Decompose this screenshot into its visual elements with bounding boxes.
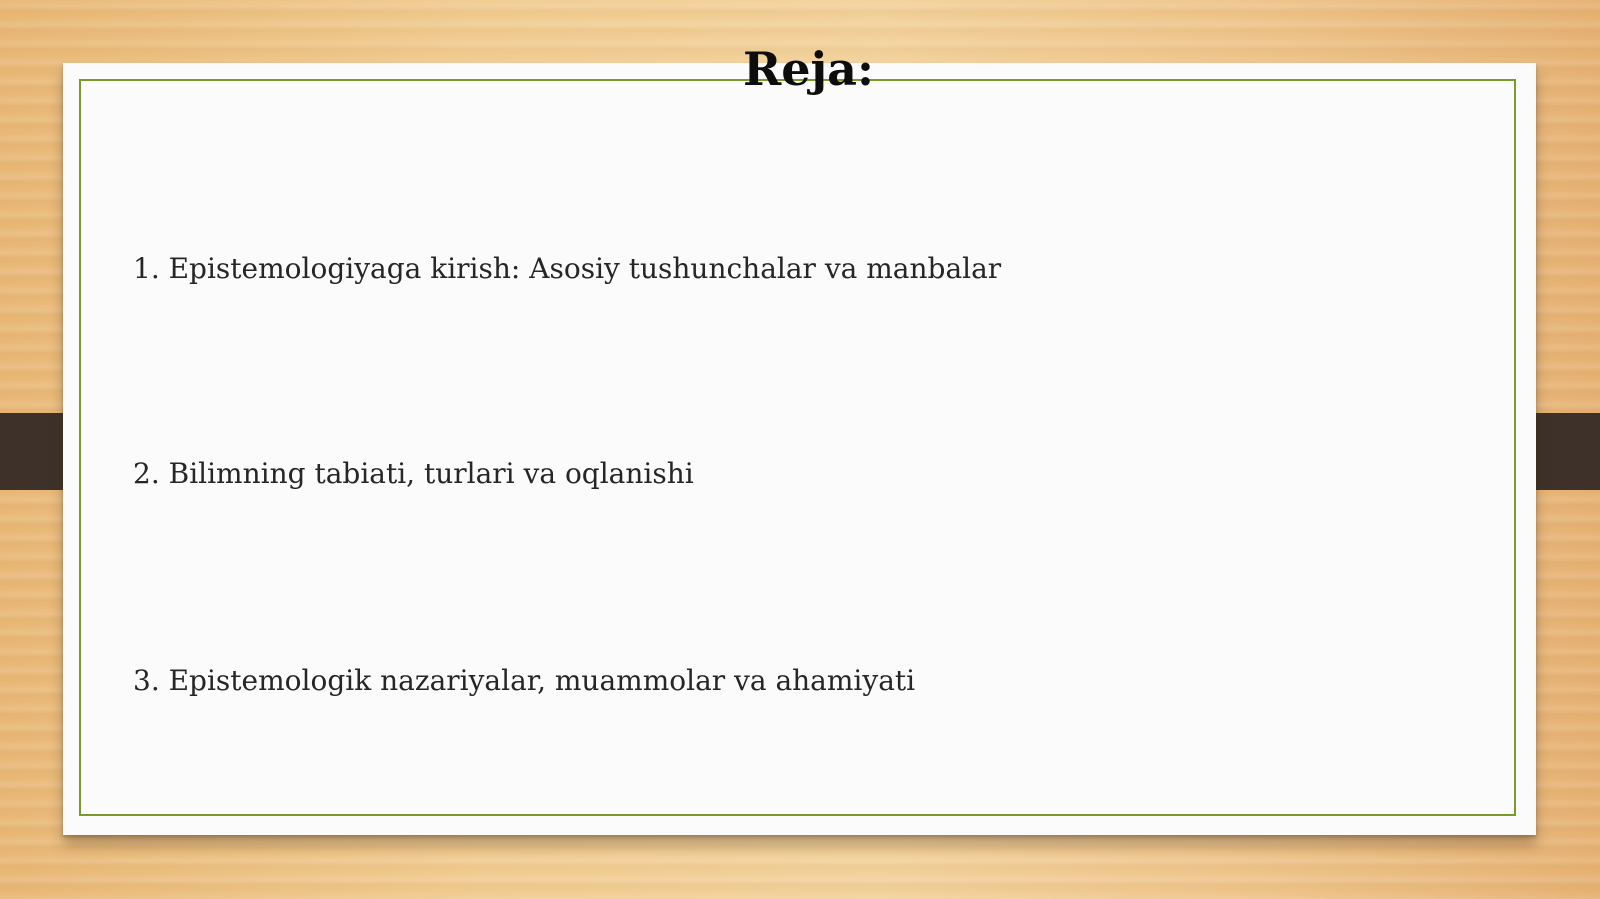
plan-item-1: 1. Epistemologiyaga kirish: Asosiy tushunchalar va manbalar	[133, 252, 1002, 285]
slide-title: Reja:	[743, 42, 874, 96]
slide-frame-border	[79, 79, 1516, 816]
plan-item-2: 2. Bilimning tabiati, turlari va oqlanishi	[133, 457, 694, 490]
plan-item-3: 3. Epistemologik nazariyalar, muammolar va ahamiyati	[133, 664, 916, 697]
